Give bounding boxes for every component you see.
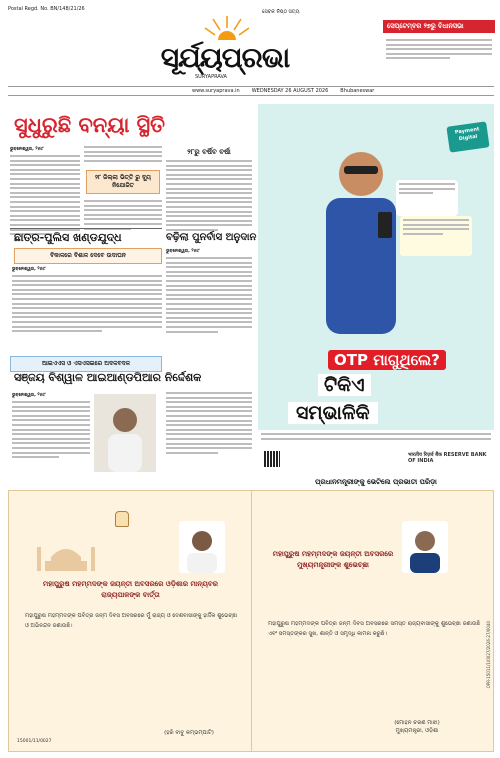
registration-info [8,6,85,12]
logo-subtitle: SURYAPRAVA [195,74,227,80]
clash-sub: ବିକାଳରେ ବିଶାଳ ଦେବେ ଉଦାଘନ [14,248,162,264]
cm-message-title: ମହାପୁରୁଷ ମହମ୍ମଦଙ୍କ ଜୟନ୍ତୀ ଅବସରରେ ମୁଖ୍ୟମନ୍ତ୍ରୀଙ୍କ ଶୁଭେଚ୍ଛା [272,550,394,569]
photo-caption: ପ୍ରଧାନମନ୍ତ୍ରୀଙ୍କୁ ଭେଟିଲେ ପ୍ରଭାତୀ ପରିଡ଼ା [315,478,437,486]
appointment-story-right [166,392,252,456]
city: Bhubaneswar [340,88,375,94]
lead-boxed-sub: ୨୮ ଜିଲ୍ଲା ଭିତ୍ତି ରୁ ବ୍ୟୂ ନିଯୋଜିତ [86,170,160,194]
rain-headline: ୨୮ରୁ ବର୍ଷିବ ବର୍ଷା [187,148,231,156]
ear-panel [383,20,495,80]
festival-messages [8,490,494,752]
ad-slogan-line2: ସମ୍ଭାଳିକି [288,402,378,424]
lead-story-col2 [84,146,162,164]
governor-message-title: ମହାପୁରୁଷ ମହମ୍ମଦଙ୍କ ଜୟନ୍ତୀ ଅବସରରେ ଓଡ଼ିଶାର ମାନ୍ୟବର ରାଜ୍ୟପାଳଙ୍କ ବାର୍ତ୍ତା [43,580,218,599]
appointment-story: ଭୁବନେଶ୍ୱର, ୨୫ା୮ [12,392,90,461]
clash-headline: ଛାତ୍ର-ପୁଲିସ ଖଣ୍ଡଯୁଦ୍ଧ [14,231,122,244]
rehab-headline: ବଢ଼ିଲା ପୁନର୍ବାସ ଅନୁଦାନ [166,232,257,243]
qr-code-icon [264,451,280,467]
person-photo-icon [94,394,156,472]
warning-note [400,216,472,256]
date: WEDNESDAY 26 AUGUST 2026 [251,88,329,94]
rbi-advertisement [258,104,494,474]
tagline: ସେବକ ନିଷ୍ଠ ସତ୍ୟ [262,9,300,15]
mosque-illustration [31,539,101,571]
state-emblem-icon [115,511,129,527]
rehab-story: ଭୁବନେଶ୍ୱର, ୨୫ା୮ [166,248,252,335]
otp-question: OTP ମାଗୁଥିଲେ? [328,350,446,370]
transfer-strip: ଆଇଏଏସ ଓ ଏସଏସଇରେ ଅଦଳବଦଳ [10,356,162,372]
cm-ad-code: OPR-15011/1/0027/2026-27/0040 [486,621,491,689]
ear-headline: ସେପ୍ଟେମ୍ବର ୨୭ରୁ ବିଧାନସଭା [383,20,495,33]
governor-portrait [179,521,225,573]
website: www.suryaprava.in [192,88,240,94]
masthead-logo [150,14,300,80]
cm-message-body: ମହାପୁରୁଷ ମହମ୍ମଦଙ୍କ ପବିତ୍ର ଜନ୍ମ ଦିବସ ଅବସରରେ ସମସ୍ତ ରାଜ୍ୟବାସୀଙ୍କୁ ଶୁଭେଚ୍ଛା ଜଣାଉଛି ଏବଂ ସମସ୍ତଙ୍କର ସୁଖ, ଶାନ୍ତି ଓ ସମୃଦ୍ଧି କାମନା କରୁଛି। [268,621,480,637]
rain-story [166,160,252,234]
digital-payment-badge: Payment Digital [446,121,489,152]
man-on-phone-illustration [316,134,406,334]
governor-message-body: ମହାପୁରୁଷ ମହମ୍ମଦଙ୍କ ପବିତ୍ର ଜନ୍ମ ଦିବସ ଅବସରରେ ମୁଁ ରାଜ୍ୟ ଓ ଦେଶବାସୀଙ୍କୁ ହାର୍ଦ୍ଦିକ ଶୁଭେଚ୍ଛା ଓ ଅଭିନନ୍ଦନ ଜଣାଉଛି। [25,613,237,629]
official-photo [94,394,156,472]
sun-icon [202,14,252,40]
cm-portrait [402,521,448,573]
logo-wordmark: ସୂର୍ଯ୍ୟପ୍ରଭା [160,41,290,74]
clash-story: ଭୁବନେଶ୍ୱର, ୨୫ା୮ [12,266,162,335]
lead-story-col1: ଭୁବନେଶ୍ୱର, ୨୫ା୮ [10,146,80,238]
cm-message [252,491,493,751]
postal-reg: Postal Regd. No. BN/148/21/26 [8,6,85,12]
spam-call-bubble [396,180,458,216]
rbi-logo-text: भारतीय रिज़र्व बैंक RESERVE BANK OF INDIA [408,452,487,464]
governor-signature: (ହରି ବାବୁ କମ୍ଭମ୍ପାଟି) [164,730,214,736]
ad-slogan-line1: ଟିକିଏ [318,374,371,396]
governor-message [9,491,252,751]
dateline-bar [8,86,494,96]
lead-headline: ସୁଧୁରୁଛି ବନ୍ୟା ସ୍ଥିତି [14,113,166,137]
governor-ad-code: 15001/11/0027 [17,739,52,744]
cm-signature: (ମୋହନ ଚରଣ ମାଝୀ) ମୁଖ୍ୟମନ୍ତ୍ରୀ, ଓଡ଼ିଶା [394,720,440,734]
appointment-headline: ସଞ୍ଜୟ ବିଶ୍ୱାଳ ଆଇଆଣ୍ଡପିଆର ନିର୍ଦ୍ଦେଶକ [14,371,202,384]
ad-footer [258,430,494,474]
ear-text [383,33,495,64]
